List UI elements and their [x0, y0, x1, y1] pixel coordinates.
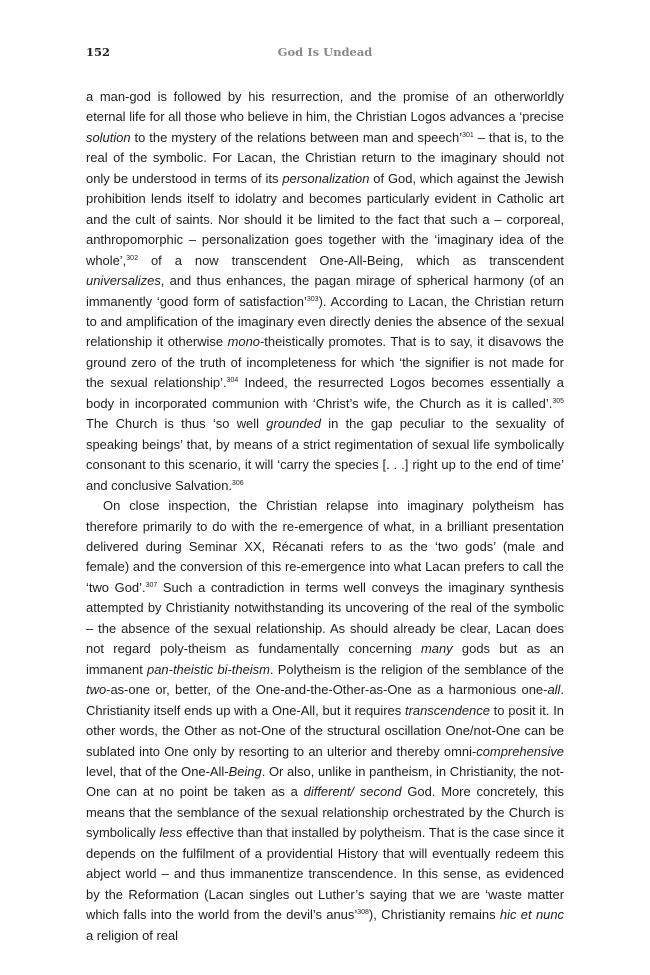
body-text	[86, 87, 564, 946]
footnote-ref: 308	[357, 909, 369, 917]
text-run: of God, which against the Jewish prohibition lends itself to idolatry and becomes particularly evident in Catholic art and the cult of saints. Nor should it be limited to the fact that such a – corporeal, anthropomorphic – personalization goes together with the ‘imaginary idea of the whole’,	[86, 170, 564, 268]
text-run: to the mystery of the relations between man and speech’	[130, 129, 463, 145]
text-run: . Or also, unlike in pantheism, in Christianity, the not-One can at no point be taken as a	[86, 763, 564, 800]
emphasis: pan-theistic bi-theism	[147, 661, 270, 677]
text-run: , and thus enhances, the pagan mirage of spherical harmony (of an immanently ‘good form of satisfaction’	[86, 273, 564, 309]
emphasis: comprehensive	[476, 743, 564, 759]
footnote-ref: 305	[552, 397, 564, 405]
text-run: -theistically promotes. That is to say, it disavows the ground zero of the truth of incompleteness for which ‘the signifier is not made for the sexual relationship’.	[86, 334, 564, 391]
emphasis: many	[420, 641, 453, 657]
emphasis: hic et nunc	[499, 907, 565, 923]
text-run: -as-one or, better, of the One-and-the-Other-as-One as a harmonious one-	[106, 682, 548, 698]
emphasis: two	[86, 682, 107, 698]
text-run: effective than that installed by polytheism. That is the case since it depends on the fulfilment of a providential History that will eventually redeem this abject world – and thus immanentize transcendence. In this sense, as evidenced by the Reformation (Lacan singles out Luther’s saying that we are ‘waste matter which falls into the world from the devil’s anus’	[86, 825, 564, 923]
running-title: God Is Undead	[277, 45, 373, 59]
page-number: 152	[86, 45, 111, 59]
text-run: Indeed, the resurrected Logos becomes essentially a body in incorporated communion with ‘Christ’s wife, the Church as it is called’.	[86, 375, 564, 411]
footnote-ref: 303	[306, 295, 319, 303]
emphasis: less	[159, 825, 183, 841]
footnote-ref: 306	[232, 479, 244, 487]
emphasis: personalization	[282, 170, 370, 186]
paragraph	[86, 496, 564, 946]
text-run: to posit it. In other words, the Other as not-One of the structural oscillation One/not-One can be sublated into One only by resorting to an ulterior and thereby omni-	[86, 702, 564, 759]
emphasis: mono	[227, 334, 260, 350]
text-run: gods but as an immanent	[86, 641, 564, 677]
text-run: God. More concretely, this means that the semblance of the sexual relationship orchestrated by the Church is symbolically	[86, 784, 565, 841]
text-run: . Polytheism is the religion of the semblance of the	[269, 661, 564, 677]
emphasis: transcendence	[405, 702, 490, 718]
text-run: ), Christianity remains	[368, 907, 500, 923]
text-run: in the gap peculiar to the sexuality of speaking beings’ that, by means of a strict regimentation of sexual life symbolically consonant to this scenario, it will ‘carry the species [. . .] right up to the end of time’ and conclusive Salvation.	[86, 416, 564, 493]
paragraph	[86, 87, 564, 496]
footnote-ref: 302	[126, 254, 138, 262]
text-run: – that is, to the real of the symbolic. For Lacan, the Christian return to the imaginary should not only be understood in terms of its	[86, 129, 564, 186]
emphasis: universalizes	[86, 273, 161, 289]
text-run: a man-god is followed by his resurrection, and the promise of an otherworldly eternal life for all those who believe in him, the Christian Logos advances a ‘precise	[86, 89, 564, 125]
emphasis: all	[547, 682, 561, 698]
text-run: . Christianity itself ends up with a One-All, but it requires	[86, 682, 564, 718]
emphasis: grounded	[266, 416, 321, 432]
text-run: The Church is thus ‘so well	[86, 416, 267, 432]
emphasis: solution	[86, 129, 131, 145]
footnote-ref: 304	[226, 377, 239, 385]
page-header	[86, 45, 564, 63]
emphasis: Being	[228, 763, 262, 779]
text-run: a religion of real	[86, 927, 179, 943]
text-run: On close inspection, the Christian relapse into imaginary polytheism has therefore primarily to do with the re-emergence of what, in a brilliant presentation delivered during Seminar XX, Récanati refers to as the ‘two gods’ (male and female) and the conversion of this re-emergence into what Lacan prefers to call the ‘two God’.	[86, 498, 564, 595]
footnote-ref: 301	[462, 131, 474, 139]
footnote-ref: 307	[145, 581, 158, 589]
text-run: ). According to Lacan, the Christian return to and amplification of the imaginary even directly denies the absence of the sexual relationship it otherwise	[86, 293, 564, 350]
emphasis: different/ second	[303, 784, 402, 800]
text-run: Such a contradiction in terms well conveys the imaginary synthesis attempted by Christianity notwithstanding its uncovering of the real of the symbolic – the absence of the sexual relationship. As should already be clear, Lacan does not regard poly-theism as fundamentally concerning	[86, 579, 564, 657]
text-run: level, that of the One-All-	[86, 763, 229, 779]
text-run: of a now transcendent One-All-Being, which as transcendent	[137, 252, 564, 268]
